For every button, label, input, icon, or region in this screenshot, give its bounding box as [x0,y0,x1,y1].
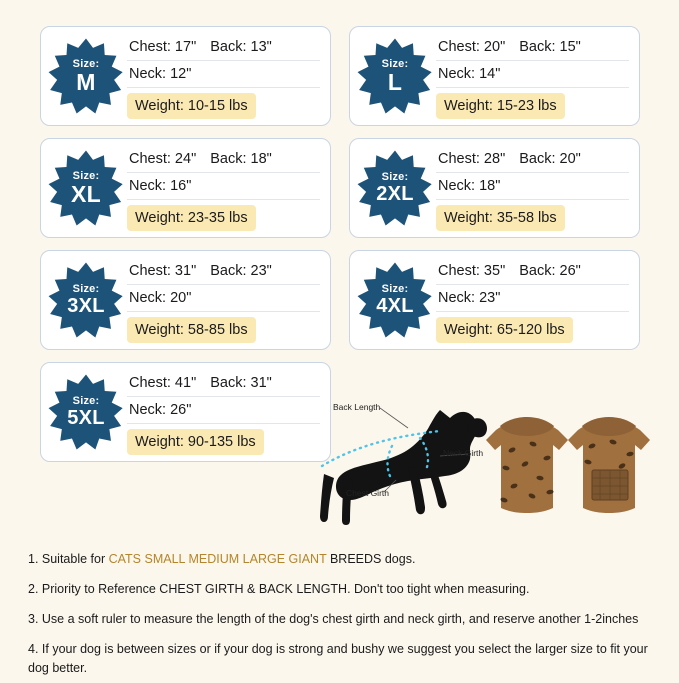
measure-row-chest-back [436,146,629,173]
measure-row-neck [127,285,320,312]
label-chest-girth: Chest Girth [346,488,389,498]
weight-badge: Weight: 35-58 lbs [436,205,565,231]
size-badge-label: Size: [381,283,409,295]
chest-value: Chest: 41" [129,374,197,391]
weight-badge: Weight: 23-35 lbs [127,205,256,231]
notes-list [28,544,658,683]
weight-badge: Weight: 58-85 lbs [127,317,256,343]
size-badge-value: 5XL [67,407,105,429]
size-badge-4xl [356,261,434,339]
size-card-info [434,28,639,125]
chest-value: Chest: 17" [129,38,197,55]
size-card-m [40,26,331,126]
measure-row-chest-back [436,258,629,285]
size-badge-value: XL [71,180,101,207]
size-badge-label: Size: [72,169,100,182]
size-badge-m [47,37,125,115]
note-4: 4. If your dog is between sizes or if your dog is strong and bushy we suggest you select the larger size to fit your dog better. [28,642,648,675]
neck-value: Neck: 18" [438,177,501,194]
weight-badge: Weight: 90-135 lbs [127,429,264,455]
back-value: Back: 18" [210,150,272,167]
size-badge-value: 3XL [67,295,105,317]
size-badge-value: 4XL [376,295,414,317]
size-badge-label: Size: [381,57,409,70]
size-card-info [125,252,330,349]
measurement-illustration [300,396,670,546]
measure-row-chest-back [127,258,320,285]
measure-row-chest-back [436,34,629,61]
measure-row-neck [436,173,629,200]
chest-value: Chest: 31" [129,262,197,279]
dog-silhouette [320,410,487,525]
chest-value: Chest: 20" [438,38,506,55]
size-card-5xl [40,362,331,462]
chest-value: Chest: 28" [438,150,506,167]
back-value: Back: 31" [210,374,272,391]
measure-row-neck [436,285,629,312]
chest-value: Chest: 35" [438,262,506,279]
back-value: Back: 20" [519,150,581,167]
measure-row-chest-back [127,370,320,397]
neck-value: Neck: 12" [129,65,192,82]
neck-value: Neck: 20" [129,289,192,306]
size-card-l [349,26,640,126]
sweater-back-graphic [568,417,650,513]
size-badge-2xl [356,149,434,227]
measure-row-neck [127,173,320,200]
neck-value: Neck: 14" [438,65,501,82]
note-3: 3. Use a soft ruler to measure the length of the dog's chest girth and neck girth, and reserve another 1-2inches [28,612,639,627]
size-badge-value: M [76,68,96,95]
weight-badge: Weight: 10-15 lbs [127,93,256,119]
size-card-info [125,28,330,125]
neck-value: Neck: 16" [129,177,192,194]
note-1-post: BREEDS dogs. [326,552,416,566]
size-badge-5xl [47,373,125,451]
back-value: Back: 13" [210,38,272,55]
size-badge-label: Size: [72,57,100,70]
weight-badge: Weight: 65-120 lbs [436,317,573,343]
measure-row-neck [127,397,320,424]
size-card-info [434,252,639,349]
back-value: Back: 23" [210,262,272,279]
measure-row-chest-back [127,146,320,173]
note-2: 2. Priority to Reference CHEST GIRTH & BACK LENGTH. Don't too tight when measuring. [28,582,530,597]
measure-row-neck [127,61,320,88]
size-card-2xl [349,138,640,238]
note-1-pre: 1. Suitable for [28,552,109,566]
measure-row-neck [436,61,629,88]
size-badge-label: Size: [381,171,409,183]
dog-and-sweater-graphic [300,396,670,546]
weight-badge: Weight: 15-23 lbs [436,93,565,119]
back-value: Back: 26" [519,262,581,279]
note-1-highlight: CATS SMALL MEDIUM LARGE GIANT [108,552,327,566]
size-card-xl [40,138,331,238]
label-neck-girth: Neck Girth [443,448,484,458]
neck-value: Neck: 26" [129,401,192,418]
measure-row-chest-back [127,34,320,61]
back-value: Back: 15" [519,38,581,55]
neck-value: Neck: 23" [438,289,501,306]
size-badge-xl [47,149,125,227]
size-card-3xl [40,250,331,350]
size-card-info [434,140,639,237]
size-badge-label: Size: [72,395,100,407]
size-badge-value: L [387,68,403,95]
size-card-4xl [349,250,640,350]
size-badge-value: 2XL [376,183,414,205]
size-badge-l [356,37,434,115]
label-back-length: Back Length [333,402,381,412]
size-card-info [125,140,330,237]
note-1 [28,544,658,574]
sweater-front-graphic [486,417,568,513]
size-badge-label: Size: [72,283,100,295]
size-badge-3xl [47,261,125,339]
chest-value: Chest: 24" [129,150,197,167]
